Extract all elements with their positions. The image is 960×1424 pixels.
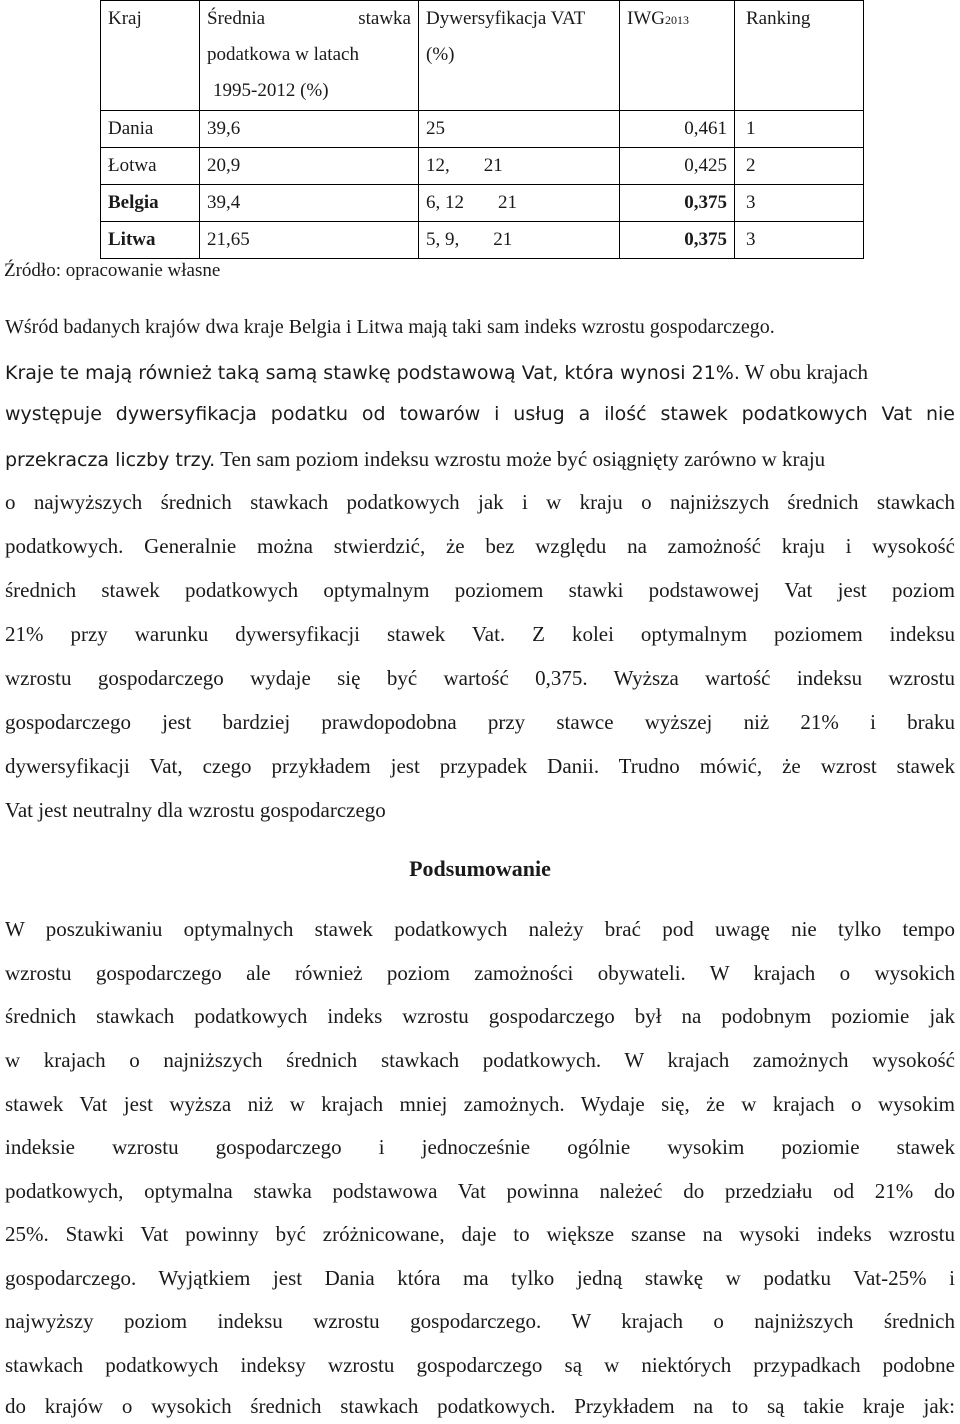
header-iwg: IWG2013 bbox=[620, 1, 735, 111]
header-iwg-year: 2013 bbox=[664, 13, 689, 27]
paragraph-line: 25%. Stawki Vat powinny być zróżnicowane, daje to większe szanse na wysoki indeks wzrostu bbox=[5, 1222, 955, 1246]
header-rate-line: podatkowa w latach bbox=[207, 44, 359, 65]
paragraph-line: podatkowych, optymalna stawka podstawowa Vat powinna należeć do przedziału od 21% do bbox=[5, 1179, 955, 1203]
paragraph-line: średnich stawek podatkowych optymalnym poziomem stawki podstawowej Vat jest poziom bbox=[5, 578, 955, 602]
paragraph-line: stawek Vat jest wyższa niż w krajach mniej zamożnych. Wydaje się, że w krajach o wysokim bbox=[5, 1092, 955, 1116]
paragraph-line: wzrostu gospodarczego wydaje się być wartość 0,375. Wyższa wartość indeksu wzrostu bbox=[5, 666, 955, 690]
tax-comparison-table bbox=[100, 0, 864, 259]
cell-rate: 39,6 bbox=[200, 111, 419, 148]
paragraph-line: w krajach o najniższych średnich stawkach podatkowych. W krajach zamożnych wysokość bbox=[5, 1048, 955, 1072]
cell-country: Belgia bbox=[101, 185, 200, 222]
paragraph-line: o najwyższych średnich stawkach podatkowych jak i w kraju o najniższych średnich stawkach bbox=[5, 490, 955, 514]
cell-vat: 12, 21 bbox=[419, 148, 620, 185]
header-country: Kraj bbox=[101, 1, 200, 111]
cell-country: Dania bbox=[101, 111, 200, 148]
cell-vat: 6, 12 21 bbox=[419, 185, 620, 222]
paragraph-line: gospodarczego. Wyjątkiem jest Dania która ma tylko jedną stawkę w podatku Vat-25% i bbox=[5, 1266, 955, 1290]
cell-ranking: 3 bbox=[735, 185, 864, 222]
table-row bbox=[101, 111, 864, 148]
paragraph-line: średnich stawkach podatkowych indeks wzrostu gospodarczego był na podobnym poziomie jak bbox=[5, 1004, 955, 1028]
paragraph-line: Kraje te mają również taką samą stawkę podstawową Vat, która wynosi 21%. W obu krajach bbox=[5, 360, 869, 384]
cell-iwg: 0,425 bbox=[620, 148, 735, 185]
table-header-row bbox=[101, 1, 864, 111]
paragraph-line: stawkach podatkowych indeksy wzrostu gospodarczego są w niektórych przypadkach podobne bbox=[5, 1353, 955, 1377]
cell-iwg: 0,375 bbox=[620, 222, 735, 259]
header-vat-line: (%) bbox=[426, 44, 455, 65]
cell-ranking: 1 bbox=[735, 111, 864, 148]
header-vat-line: Dywersyfikacja VAT bbox=[426, 8, 586, 29]
cell-vat: 25 bbox=[419, 111, 620, 148]
header-vat-diversification bbox=[419, 1, 620, 111]
paragraph-line: występuje dywersyfikacja podatku od towarów i usług a ilość stawek podatkowych Vat nie bbox=[5, 403, 955, 425]
table-row bbox=[101, 148, 864, 185]
cell-ranking: 2 bbox=[735, 148, 864, 185]
cell-rate: 39,4 bbox=[200, 185, 419, 222]
table-row bbox=[101, 222, 864, 259]
paragraph-line: przekracza liczby trzy. Ten sam poziom indeksu wzrostu może być osiągnięty zarówno w kraju bbox=[5, 447, 826, 471]
header-rate-line: Średnia stawka bbox=[207, 8, 411, 29]
paragraph-line: gospodarczego jest bardziej prawdopodobna przy stawce wyższej niż 21% i braku bbox=[5, 710, 955, 734]
cell-country: Litwa bbox=[101, 222, 200, 259]
cell-rate: 20,9 bbox=[200, 148, 419, 185]
cell-iwg: 0,375 bbox=[620, 185, 735, 222]
paragraph-line: dywersyfikacji Vat, czego przykładem jest przypadek Danii. Trudno mówić, że wzrost stawek bbox=[5, 754, 955, 778]
paragraph-line: 21% przy warunku dywersyfikacji stawek Vat. Z kolei optymalnym poziomem indeksu bbox=[5, 622, 955, 646]
section-heading: Podsumowanie bbox=[409, 856, 551, 881]
header-average-rate bbox=[200, 1, 419, 111]
paragraph-line: wzrostu gospodarczego ale również poziom zamożności obywateli. W krajach o wysokich bbox=[5, 961, 955, 985]
paragraph-line: do krajów o wysokich średnich stawkach podatkowych. Przykładem na to są takie kraje jak: bbox=[5, 1394, 955, 1418]
header-rate-line: 1995-2012 (%) bbox=[213, 80, 329, 101]
cell-vat: 5, 9, 21 bbox=[419, 222, 620, 259]
cell-rate: 21,65 bbox=[200, 222, 419, 259]
paragraph-line: indeksie wzrostu gospodarczego i jednocześnie ogólnie wysokim poziomie stawek bbox=[5, 1135, 955, 1159]
header-ranking: Ranking bbox=[735, 1, 864, 111]
paragraph-line: podatkowych. Generalnie można stwierdzić, że bez względu na zamożność kraju i wysokość bbox=[5, 534, 955, 558]
paragraph-line: Wśród badanych krajów dwa kraje Belgia i Litwa mają taki sam indeks wzrostu gospodarczego. bbox=[5, 316, 775, 338]
table-row bbox=[101, 185, 864, 222]
cell-iwg: 0,461 bbox=[620, 111, 735, 148]
cell-country: Łotwa bbox=[101, 148, 200, 185]
cell-ranking: 3 bbox=[735, 222, 864, 259]
paragraph-line: W poszukiwaniu optymalnych stawek podatkowych należy brać pod uwagę nie tylko tempo bbox=[5, 917, 955, 941]
table-source-note: Źródło: opracowanie własne bbox=[4, 260, 221, 281]
paragraph-line: Vat jest neutralny dla wzrostu gospodarczego bbox=[5, 798, 386, 822]
paragraph-line: najwyższy poziom indeksu wzrostu gospodarczego. W krajach o najniższych średnich bbox=[5, 1309, 955, 1333]
